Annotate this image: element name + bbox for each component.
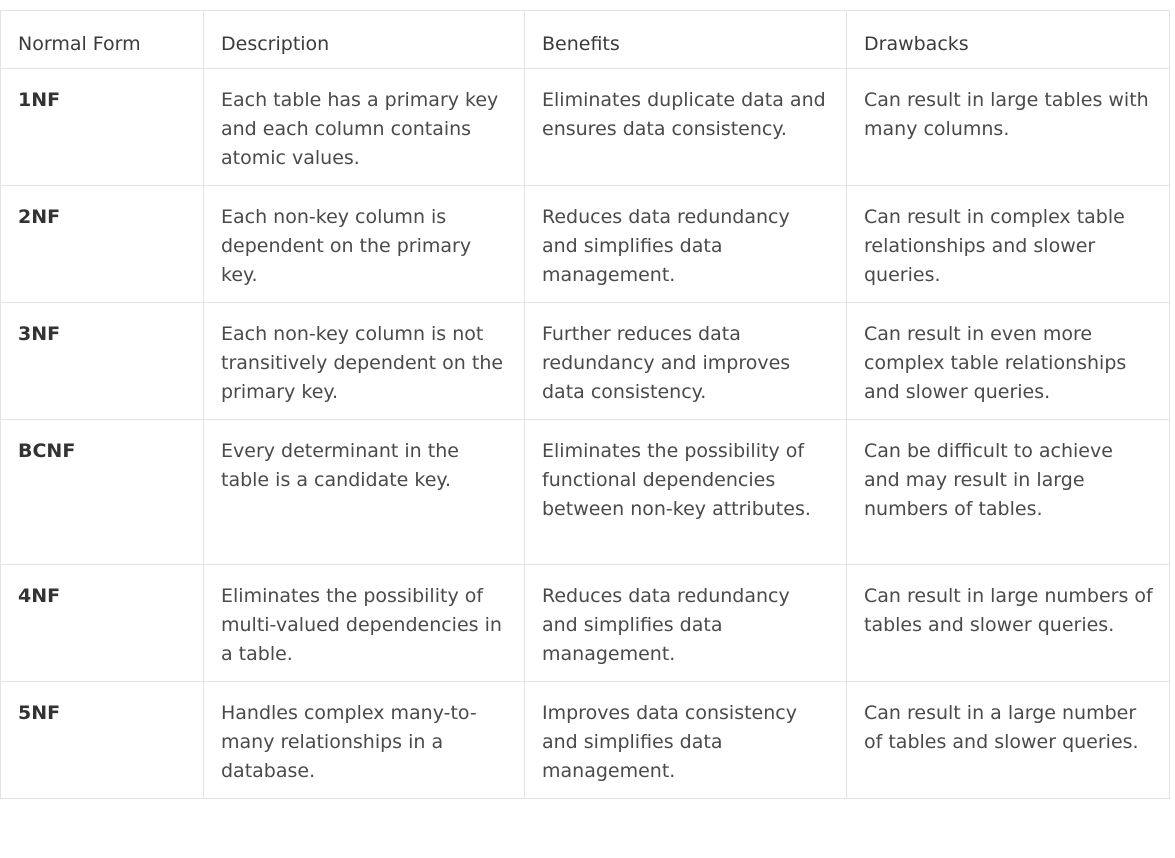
header-normal-form: Normal Form: [1, 11, 204, 69]
header-drawbacks: Drawbacks: [847, 11, 1170, 69]
cell-description: Each non-key column is dependent on the primary key.: [204, 186, 525, 303]
cell-description: Every determinant in the table is a candidate key.: [204, 420, 525, 565]
cell-benefits: Improves data consistency and simplifies data management.: [525, 682, 847, 799]
cell-normal-form: 1NF: [1, 69, 204, 186]
cell-drawbacks: Can result in large tables with many columns.: [847, 69, 1170, 186]
table-row: [1, 303, 1170, 420]
cell-drawbacks: Can result in large numbers of tables and slower queries.: [847, 565, 1170, 682]
normal-forms-table: [0, 10, 1170, 799]
cell-normal-form: BCNF: [1, 420, 204, 565]
cell-benefits: Reduces data redundancy and simplifies data management.: [525, 565, 847, 682]
cell-normal-form: 4NF: [1, 565, 204, 682]
cell-description: Each table has a primary key and each column contains atomic values.: [204, 69, 525, 186]
cell-normal-form: 2NF: [1, 186, 204, 303]
cell-description: Each non-key column is not transitively dependent on the primary key.: [204, 303, 525, 420]
table-header-row: [1, 11, 1170, 69]
cell-drawbacks: Can result in even more complex table relationships and slower queries.: [847, 303, 1170, 420]
cell-benefits: Reduces data redundancy and simplifies data management.: [525, 186, 847, 303]
cell-drawbacks: Can be difficult to achieve and may result in large numbers of tables.: [847, 420, 1170, 565]
table-row: [1, 565, 1170, 682]
cell-normal-form: 3NF: [1, 303, 204, 420]
cell-description: Handles complex many-to-many relationships in a database.: [204, 682, 525, 799]
cell-description: Eliminates the possibility of multi-valued dependencies in a table.: [204, 565, 525, 682]
cell-benefits: Eliminates duplicate data and ensures data consistency.: [525, 69, 847, 186]
table-row: [1, 682, 1170, 799]
cell-drawbacks: Can result in complex table relationships and slower queries.: [847, 186, 1170, 303]
header-benefits: Benefits: [525, 11, 847, 69]
cell-benefits: Further reduces data redundancy and improves data consistency.: [525, 303, 847, 420]
header-description: Description: [204, 11, 525, 69]
table-row: [1, 69, 1170, 186]
table-row: [1, 186, 1170, 303]
cell-drawbacks: Can result in a large number of tables and slower queries.: [847, 682, 1170, 799]
normal-forms-table-container: [0, 10, 1169, 799]
cell-benefits: Eliminates the possibility of functional dependencies between non-key attributes.: [525, 420, 847, 565]
cell-normal-form: 5NF: [1, 682, 204, 799]
table-row: [1, 420, 1170, 565]
